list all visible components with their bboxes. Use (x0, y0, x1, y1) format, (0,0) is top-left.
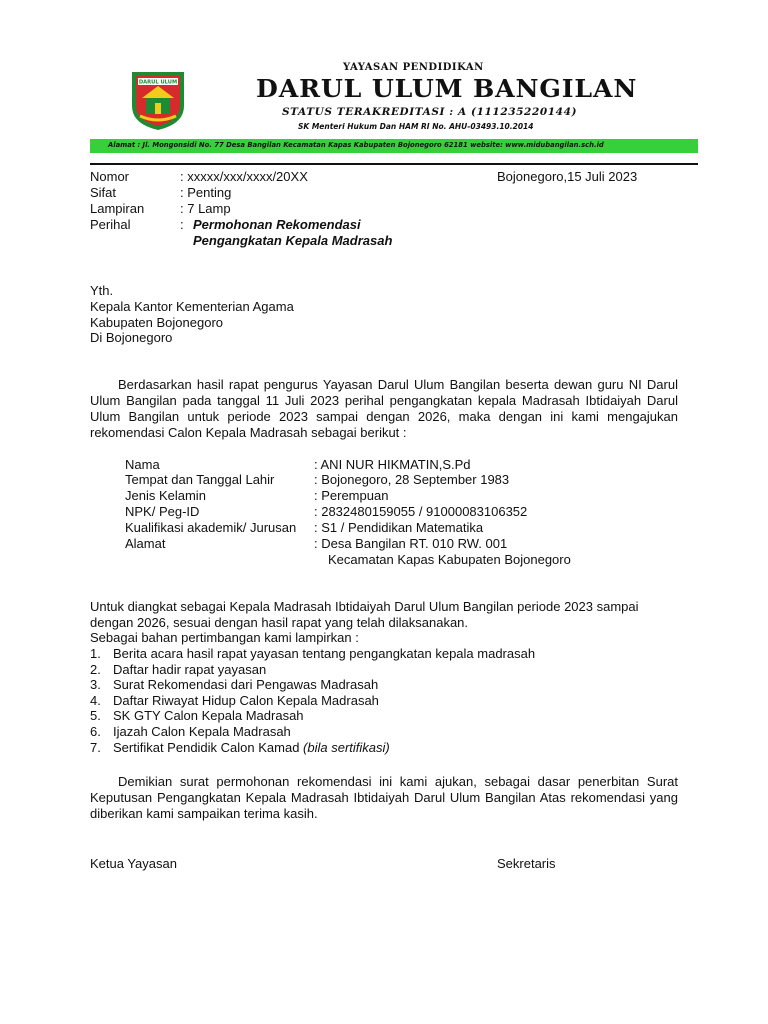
closing-paragraph (90, 774, 678, 822)
candidate-value-gender: : Perempuan (314, 488, 389, 503)
recipient-line: Di Bojonegoro (90, 330, 173, 345)
sk-number: SK Menteri Hukum Dan HAM RI No. AHU-03493.10.2014 (298, 122, 534, 131)
intro-paragraph (90, 377, 678, 441)
list-item: 3. Surat Rekomendasi dari Pengawas Madrasah (90, 677, 379, 693)
list-item: 7. Sertifikat Pendidik Calon Kamad (bila sertifikasi) (90, 739, 390, 755)
institution-address: Alamat : Jl. Mongonsidi No. 77 Desa Bangilan Kecamatan Kapas Kabupaten Bojonegoro 62181 website: www.midubangilan.sch.id (108, 141, 604, 149)
candidate-value-nama: : ANI NUR HIKMATIN,S.Pd (314, 457, 471, 472)
header-divider (90, 163, 698, 165)
candidate-value-address: : Desa Bangilan RT. 010 RW. 001 (314, 536, 508, 551)
signature-left: Ketua Yayasan (90, 856, 177, 871)
list-item: 5. SK GTY Calon Kepala Madrasah (90, 708, 304, 724)
list-item: 2. Daftar hadir rapat yayasan (90, 661, 267, 677)
candidate-value-npk: : 2832480159055 / 91000083106352 (314, 504, 528, 519)
institution-name: DARUL ULUM BANGILAN (256, 74, 638, 103)
meta-value-lampiran: : 7 Lamp (180, 201, 231, 216)
list-item: 4. Daftar Riwayat Hidup Calon Kepala Madrasah (90, 692, 379, 708)
candidate-value-ttl: : Bojonegoro, 28 September 1983 (314, 472, 510, 487)
subject-line-2: Pengangkatan Kepala Madrasah (193, 233, 393, 248)
foundation-label: YAYASAN PENDIDIKAN (343, 62, 484, 73)
closing-text: Demikian surat permohonan rekomendasi ini kami ajukan, sebagai dasar penerbitan Surat Keputusan Pengangkatan Kepala Madrasah Ibtidaiyah Darul Ulum Bangilan Atas rekomendasi yang diberikan kami sampaikan terima kasih. (90, 774, 678, 821)
meta-label-nomor: Nomor (90, 169, 130, 184)
attachments-intro: Sebagai bahan pertimbangan kami lampirkan : (90, 630, 359, 645)
meta-label-lampiran: Lampiran (90, 201, 145, 216)
intro-text: Berdasarkan hasil rapat pengurus Yayasan Darul Ulum Bangilan beserta dewan guru NI Darul Ulum Bangilan pada tanggal 11 Juli 2023 perihal pengangkatan kepala Madrasah Ibtidaiyah Darul Ulum Bangilan untuk periode 2023 sampai dengan 2026, maka dengan ini kami mengajukan rekomendasi Calon Kepala Madrasah sebagai berikut : (90, 377, 678, 440)
place-date: Bojonegoro,15 Juli 2023 (497, 169, 638, 184)
meta-value-perihal: : (180, 217, 184, 232)
signature-right: Sekretaris (497, 856, 556, 871)
candidate-label-qualification: Kualifikasi akademik/ Jurusan (125, 520, 297, 535)
meta-value-sifat: : Penting (180, 185, 232, 200)
accreditation-status: STATUS TERAKREDITASI : A (111235220144) (282, 106, 578, 118)
attachment-note: (bila sertifikasi) (303, 739, 390, 755)
recipient-line: Kabupaten Bojonegoro (90, 315, 224, 330)
recipient-line: Kepala Kantor Kementerian Agama (90, 299, 294, 314)
list-item: 6. Ijazah Calon Kepala Madrasah (90, 723, 291, 739)
meta-label-sifat: Sifat (90, 185, 117, 200)
purpose-line-2: dengan 2026, sesuai dengan hasil rapat yang telah dilaksanakan. (90, 615, 469, 630)
meta-value-nomor: : xxxxx/xxx/xxxx/20XX (180, 169, 308, 184)
candidate-label-gender: Jenis Kelamin (125, 488, 206, 503)
list-item: 1. Berita acara hasil rapat yayasan tentang pengangkatan kepala madrasah (90, 646, 536, 661)
school-logo (128, 66, 188, 132)
candidate-label-ttl: Tempat dan Tanggal Lahir (125, 472, 275, 487)
recipient-line: Yth. (90, 283, 114, 298)
purpose-line-1: Untuk diangkat sebagai Kepala Madrasah Ibtidaiyah Darul Ulum Bangilan periode 2023 sampai (90, 599, 639, 614)
candidate-label-npk: NPK/ Peg-ID (125, 504, 200, 519)
candidate-address-line-2: Kecamatan Kapas Kabupaten Bojonegoro (328, 552, 571, 567)
candidate-value-qualification: : S1 / Pendidikan Matematika (314, 520, 484, 535)
meta-label-perihal: Perihal (90, 217, 131, 232)
subject-line-1: Permohonan Rekomendasi (193, 217, 361, 232)
candidate-label-nama: Nama (125, 457, 160, 472)
candidate-label-address: Alamat (125, 536, 166, 551)
attachments-list (90, 646, 535, 755)
logo-text: DARUL ULUM (138, 79, 178, 86)
